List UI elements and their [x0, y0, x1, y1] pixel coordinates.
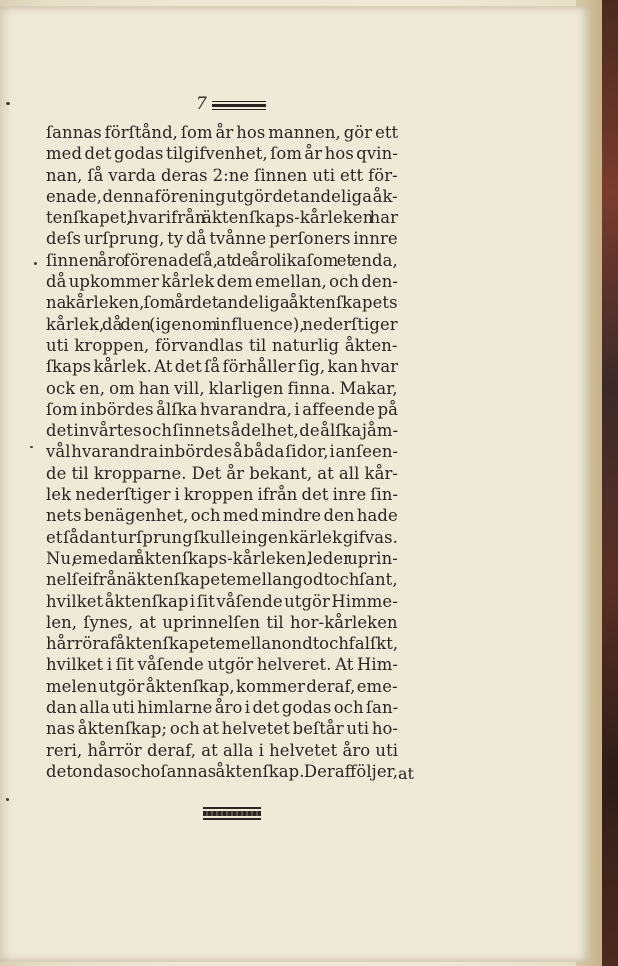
book-page — [0, 6, 590, 962]
paper-speck — [6, 798, 9, 801]
catchword: at — [398, 764, 414, 783]
text-line: kårlek, då den (igenom influence), nederſtiger — [46, 314, 398, 334]
text-line: vål hvarandra inbördes å båda ſidor, i anſeen- — [46, 442, 398, 462]
text-line: melen utgör åktenſkap, kommer deraf, eme- — [46, 676, 398, 696]
text-line: et ſådant urſprung ſkulle ingen kärlek gifvas. — [46, 527, 398, 547]
text-line: uti kroppen, förvandlas til naturlig åkten- — [46, 335, 398, 355]
text-line: na kårleken, ſom år det andeliga åktenſkapets — [46, 293, 398, 313]
text-line: ock en, om han vill, klarligen finna. Makar, — [46, 378, 398, 398]
header-rule — [212, 104, 266, 107]
text-line: nan, ſå varda deras 2:ne ſinnen uti ett för- — [46, 165, 398, 185]
text-line: hårrör af åktenſkapet emellan ondt och falſkt, — [46, 634, 398, 654]
text-line: dan alla uti himlarne åro i det godas och ſan- — [46, 698, 398, 718]
text-line: reri, hårrör deraf, at alla i helvetet åro uti — [46, 740, 398, 760]
text-line: ſom inbördes ålſka hvarandra, i affeende på — [46, 399, 398, 419]
ornament-rule — [203, 807, 261, 821]
text-line: då upkommer kårlek dem emellan, och den- — [46, 272, 398, 292]
text-line: nas åktenſkap; och at helvetet beſtår uti ho- — [46, 719, 398, 739]
book-cover-edge — [602, 0, 618, 966]
paper-speck — [34, 262, 37, 265]
text-line: ſkaps kårlek. At det ſå förhåller ſig, kan hvar — [46, 357, 398, 377]
header-rule — [212, 109, 266, 110]
text-line: lek nederſtiger i kroppen ifrån det inre ſin- — [46, 485, 398, 505]
text-line: nets benägenhet, och med mindre den hade — [46, 506, 398, 526]
body-text — [46, 122, 398, 782]
text-line: med det godas tilgifvenhet, ſom år hos qvin- — [46, 144, 398, 164]
text-line: det ondas och oſannas åktenſkap. Deraf följer, — [46, 761, 398, 781]
text-line: ſannas förſtånd, ſom år hos mannen, gör ett — [46, 123, 398, 142]
paper-speck — [30, 446, 33, 448]
text-line: enade, denna förening utgör det andeliga åk- — [46, 186, 398, 206]
page-number: 7 — [196, 94, 207, 114]
text-line: det invårtes och ſinnets ådelhet, de ålſka jåm- — [46, 421, 398, 441]
text-line: nelſe ifrån äktenſkapet emellan godt och ſant, — [46, 570, 398, 590]
text-line: len, ſynes, at uprinnelſen til hor-kårleken — [46, 612, 398, 632]
text-line: ſinnen åro förenade ſå, at de åro likaſom et enda, — [46, 250, 398, 270]
text-line: hvilket åktenſkap i ſit våſende utgör Himme- — [46, 591, 398, 611]
header-rule — [212, 101, 266, 102]
text-line: de til kropparne. Det år bekant, at all kår- — [46, 463, 398, 483]
text-line: deſs urſprung, ty då tvånne perſoners innre — [46, 229, 398, 249]
text-line: hvilket i ſit våſende utgör helveret. At Him- — [46, 655, 398, 675]
paper-speck — [6, 102, 10, 105]
text-line: Nu, emedan åktenſkaps-kårleken, leder uprin- — [46, 548, 398, 568]
page-header — [196, 94, 276, 114]
text-line: tenſkapet, hvarifrån äktenſkaps-kårleken har — [46, 208, 398, 228]
